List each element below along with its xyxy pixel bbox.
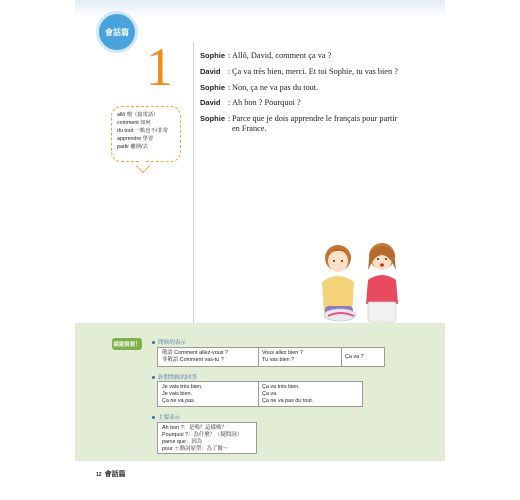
- page-number: 12: [96, 472, 102, 478]
- table-cell: Ça ne va pas.: [162, 398, 196, 404]
- practice-tab: 請說說看！: [112, 338, 142, 350]
- speaker-name: David: [200, 98, 221, 107]
- table-cell: 非敬語 Comment vas-tu ?: [162, 357, 224, 363]
- speaker-name: Sophie: [200, 114, 226, 123]
- reply-table: [157, 381, 363, 407]
- table-cell: Je vais très bien.: [162, 384, 203, 390]
- expression-table: [157, 422, 257, 454]
- dialogue-text: Non, ça ne va pas du tout.: [232, 83, 319, 92]
- table-cell: pour ＋動詞原型：為了做～: [162, 446, 229, 452]
- lesson-number: 1: [146, 37, 173, 97]
- vocab-item: partir 離開/去: [117, 144, 148, 150]
- table-cell: Ça ne va pas du tout.: [262, 398, 314, 404]
- vocab-item: comment 如何: [117, 120, 151, 126]
- table-cell: Vous allez bien ?: [262, 350, 303, 356]
- vocab-item: du tout 一點也不/非常: [117, 128, 168, 134]
- speaker-name: Sophie: [200, 51, 226, 60]
- table-cell: Ça va très bien.: [262, 384, 300, 390]
- bullet-dot-icon: [152, 416, 155, 419]
- table-cell: Pourquoi ?：為什麼？（疑問詞）: [162, 432, 242, 438]
- section-title-text: 問候的表示: [158, 340, 186, 346]
- dialogue-text: Ah bon ? Pourquoi ?: [232, 98, 301, 107]
- table-cell: Je vais bien.: [162, 391, 192, 397]
- table-cell: parce que：因為: [162, 439, 203, 445]
- table-cell: 敬語 Comment allez-vous ?: [162, 350, 228, 356]
- vocab-box: [111, 106, 181, 162]
- section-title: [152, 413, 180, 421]
- two-girls-illustration: [316, 236, 406, 328]
- table-cell: Tu vas bien ?: [262, 357, 295, 363]
- table-cell: Ah bon ?：是嗎？這樣嗎？: [162, 425, 227, 431]
- dialogue-text: Ça va très bien, merci. Et toi Sophie, tu vas bien ?: [232, 67, 398, 76]
- section-title-text: 針對問候的回答: [158, 375, 198, 381]
- vocab-item: apprendre 學習: [117, 136, 154, 142]
- section-title: [152, 338, 186, 346]
- bullet-dot-icon: [152, 341, 155, 344]
- page-footer: [96, 469, 126, 479]
- section-badge: [96, 11, 138, 53]
- dialogue-text: Allô, David, comment ça va ?: [232, 51, 332, 60]
- speaker-name: David: [200, 67, 221, 76]
- speaker-name: Sophie: [200, 83, 226, 92]
- table-cell: Ça va.: [262, 391, 278, 397]
- footer-label: 會話篇: [104, 471, 126, 478]
- bullet-dot-icon: [152, 376, 155, 379]
- section-badge-label: 會話篇: [105, 27, 129, 37]
- greeting-table: [157, 347, 385, 367]
- divider-line: [193, 42, 194, 324]
- vocab-item: allô 喂（接電話）: [117, 112, 159, 118]
- section-title: [152, 373, 197, 381]
- table-cell: Ça va ?: [345, 354, 364, 360]
- dialogue-text: Parce que je dois apprendre le français pour partir en France.: [232, 114, 398, 133]
- section-title-text: 主要表示: [158, 415, 181, 421]
